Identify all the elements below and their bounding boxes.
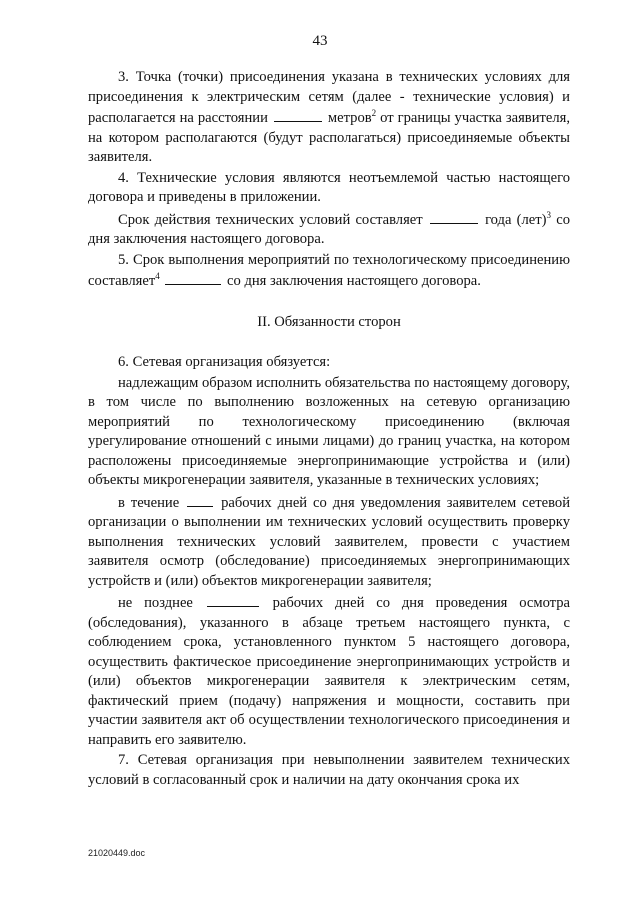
paragraph-6: 6. Сетевая организация обязуется: [118,354,331,370]
paragraph-6-item-2 [88,492,570,592]
paragraph-6-item-1: надлежащим образом исполнить обязательства по настоящему договору, в том числе по выполнению возложенных на сетевую организацию мероприятий по технологическому присоединению (включая урегулирование отношений с иными лицами) до границ участка, на котором расположены присоединяемые энергопринимающие устройства и (или) объекты микрогенерации заявителя, указанные в технических условиях; [88,374,570,488]
paragraph-3-text-c: от границы участка заявителя, на котором располагаются (будут располагаться) присоединяемые объекты заявителя. [88,110,570,165]
paragraph-4: 4. Технические условия являются неотъемлемой частью настоящего договора и приведены в приложении. [88,169,570,205]
paragraph-7: 7. Сетевая организация при невыполнении заявителем технических условий в согласованный срок и наличии на дату окончания срока их [88,752,570,788]
paragraph-3-text-a: 3. Точка (точки) присоединения указана в технических условиях для присоединения к электрическим сетям (далее - технические условия) и располагается на расстоянии [88,69,570,126]
term-blank [430,209,478,224]
footnote-ref-4: 4 [155,271,160,282]
page-number: 43 [312,33,328,49]
days-blank-2 [207,592,259,607]
deadline-blank [165,270,221,285]
paragraph-3-text-b: метров [327,110,372,126]
document-body [88,68,570,791]
paragraph-6-item-2-text-b: рабочих дней со дня уведомления заявителем сетевой организации о выполнении им технических условий осуществить проверку выполнения технических условий заявителем, провести с участием заявителя осмотр (обследование) присоединяемых энергопринимающих устройств и (или) объектов микрогенерации заявителя; [88,494,571,589]
paragraph-4-term [88,209,570,250]
paragraph-3 [88,68,570,168]
section-heading: II. Обязанности сторон [257,313,401,330]
footnote-ref-3: 3 [546,209,552,220]
footnote-ref-2: 2 [371,108,377,119]
paragraph-4-term-text-a: Срок действия технических условий составляет [118,211,423,228]
paragraph-6-item-3-text-a: не позднее [118,595,193,611]
paragraph-5 [88,251,570,292]
footer-filename: 21020449.doc [88,848,146,858]
paragraph-6-item-2-text-a: в течение [118,494,180,511]
distance-blank [274,107,322,122]
paragraph-4-term-text-c: со дня заключения настоящего договора. [88,211,570,247]
paragraph-5-text-b: со дня заключения настоящего договора. [227,273,481,289]
paragraph-6-item-3-text-b: рабочих дней со дня проведения осмотра (обследования), указанного в абзаце третьем настоящего пункта, с соблюдением срока, установленного пунктом 5 настоящего договора, осуществить фактическое присоединение энергопринимающих устройств и (или) объектов микрогенерации заявителя к электрическим сетям, фактический прием (подачу) напряжения и мощности, составить при участии заявителя акт об осуществлении технологического присоединения и направить его заявителю. [88,595,570,748]
paragraph-5-text-a: 5. Срок выполнения мероприятий по технологическому присоединению составляет [88,251,570,289]
days-blank-1 [187,492,213,507]
paragraph-4-term-text-b: года (лет) [485,211,547,228]
paragraph-6-item-3 [88,592,570,750]
